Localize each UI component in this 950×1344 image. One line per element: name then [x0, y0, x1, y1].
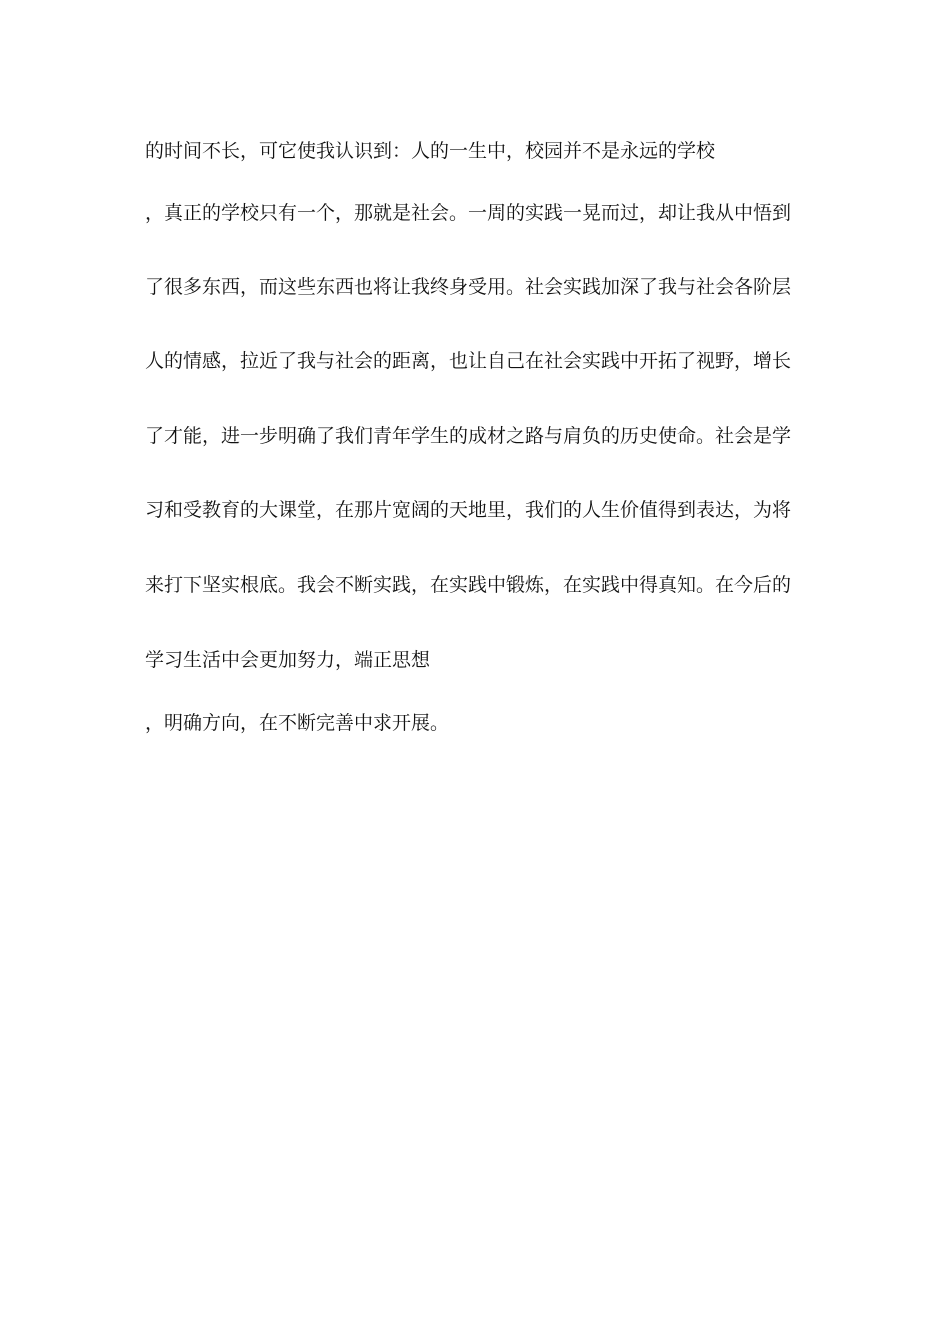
paragraph-line-9: ，明确方向，在不断完善中求开展。 [145, 712, 450, 734]
paragraph-line-5: 了才能，进一步明确了我们青年学生的成材之路与肩负的历史使命。社会是学 [145, 425, 792, 447]
paragraph-line-4: 人的情感，拉近了我与社会的距离，也让自己在社会实践中开拓了视野，增长 [145, 350, 792, 372]
paragraph-line-3: 了很多东西，而这些东西也将让我终身受用。社会实践加深了我与社会各阶层 [145, 276, 792, 298]
paragraph-line-2: ，真正的学校只有一个，那就是社会。一周的实践一晃而过，却让我从中悟到 [145, 202, 792, 224]
paragraph-line-7: 来打下坚实根底。我会不断实践，在实践中锻炼，在实践中得真知。在今后的 [145, 574, 792, 596]
paragraph-line-6: 习和受教育的大课堂，在那片宽阔的天地里，我们的人生价值得到表达，为将 [145, 499, 792, 521]
paragraph-line-8: 学习生活中会更加努力，端正思想 [145, 649, 431, 671]
paragraph-line-1: 的时间不长，可它使我认识到：人的一生中，校园并不是永远的学校 [145, 140, 716, 162]
